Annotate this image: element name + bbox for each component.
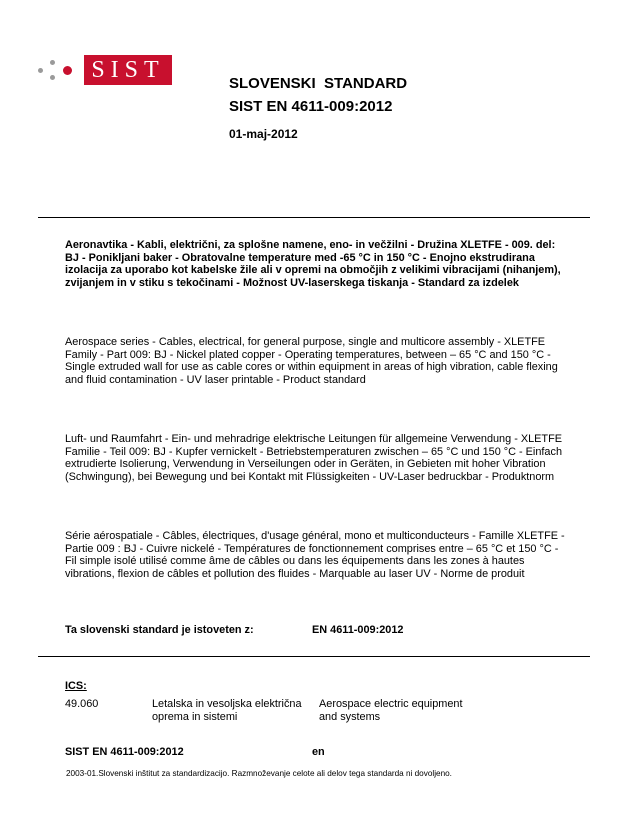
identity-value: EN 4611-009:2012 (312, 624, 404, 636)
title-french: Série aérospatiale - Câbles, électriques, d'usage général, mono et multiconducteurs - Famille XLETFE - Partie 009 : BJ - Cuivre nickelé - Températures de fonctionnement comprises entre – 65 °C et 150 °C - Fil simple isolé utilisé comme âme de câbles ou dans les équipements dans les zones à hautes vibrations, flexion de câbles et pollution des fluides - Marquable au laser UV - Norme de produit (65, 530, 565, 580)
sist-logo (36, 55, 172, 95)
logo-text: SIST (84, 55, 172, 85)
logo-dot (63, 66, 72, 75)
standard-code: SIST EN 4611-009:2012 (229, 98, 393, 115)
standard-heading: SLOVENSKI STANDARD (229, 75, 408, 92)
ics-english: Aerospace electric equipment and systems (319, 698, 463, 723)
ics-heading: ICS: (65, 680, 87, 692)
title-english: Aerospace series - Cables, electrical, for general purpose, single and multicore assembly - XLETFE Family - Part 009: BJ - Nickel plated copper - Operating temperatures, between – 65 °C and 150 °C - Single extruded wall for use as cable cores or within equipment in areas of high vibration, cable flexing and fluid contamination - UV laser printable - Product standard (65, 336, 558, 386)
divider-top (38, 217, 590, 218)
copyright-note: 2003-01.Slovenski inštitut za standardizacijo. Razmnoževanje celote ali delov tega standarda ni dovoljeno. (66, 769, 452, 778)
logo-dot (50, 75, 55, 80)
title-german: Luft- und Raumfahrt - Ein- und mehradrige elektrische Leitungen für allgemeine Verwendung - XLETFE Familie - Teil 009: BJ - Kupfer vernickelt - Betriebstemperaturen zwischen – 65 °C und 150 °C - Einfach extrudierte Isolierung, Verwendung in Verseilungen oder in Geräten, in Gebieten mit hoher Vibration (Schwingung), bei Bewegung und bei Kontakt mit Flüssigkeiten - UV-Laser bedruckbar - Produktnorm (65, 433, 563, 483)
publication-date: 01-maj-2012 (229, 127, 298, 141)
ics-code: 49.060 (65, 698, 99, 710)
divider-bottom (38, 656, 590, 657)
footer-code: SIST EN 4611-009:2012 (65, 746, 184, 758)
ics-slovenian: Letalska in vesoljska električna oprema in sistemi (152, 698, 302, 723)
logo-dot (38, 68, 43, 73)
identity-label: Ta slovenski standard je istoveten z: (65, 624, 254, 636)
title-slovenian: Aeronavtika - Kabli, električni, za splošne namene, eno- in večžilni - Družina XLETFE - 009. del: BJ - Ponikljani baker - Obratovalne temperature med -65 °C in 150 °C - Enojno ekstrudirana izolacija za uporabo kot kabelske žile ali v opremi na območjih z velikimi vibracijami (nihanjem), zvijanjem in v stiku s tekočinami - Možnost UV-laserskega tiskanja - Standard za izdelek (65, 239, 561, 289)
footer-lang: en (312, 746, 325, 758)
logo-dot (50, 60, 55, 65)
